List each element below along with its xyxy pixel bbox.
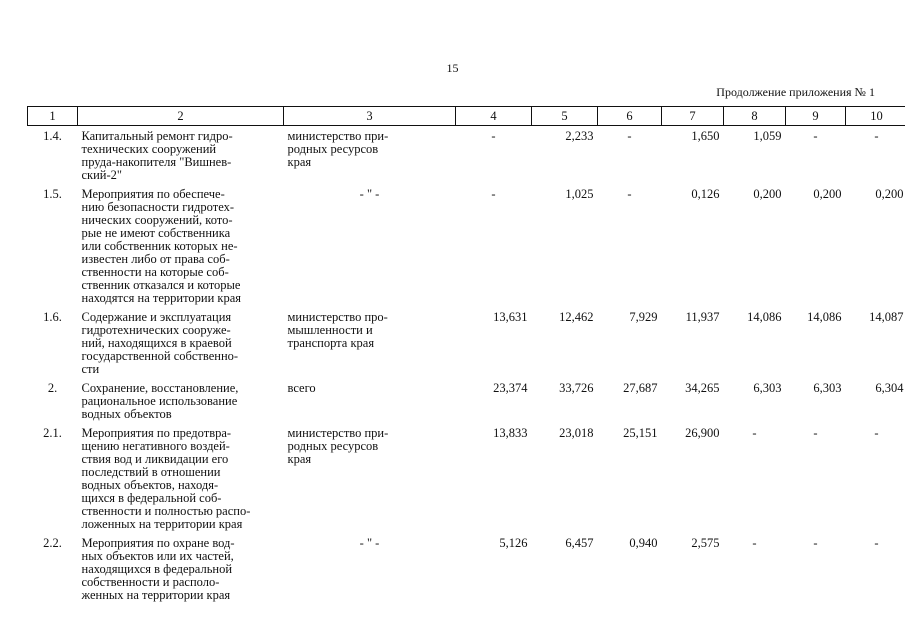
value-cell: 14,086 bbox=[807, 310, 842, 324]
value-cell: - bbox=[491, 129, 496, 143]
measure-name: Мероприятия по предотвра- щению негативного воздей- ствия вод и ликвидации его последствий в отношении водных объектов, находя- щихся в федеральной соб- ственности и полностью распо- ложенных на территории края bbox=[81, 426, 251, 531]
page-number: 15 bbox=[446, 61, 459, 75]
value-cell: 23,018 bbox=[559, 426, 594, 440]
column-header: 9 bbox=[786, 107, 846, 126]
header-row bbox=[28, 107, 905, 126]
executor: министерство при- родных ресурсов края bbox=[287, 129, 389, 169]
value-cell: 26,900 bbox=[685, 426, 720, 440]
value-cell: 0,200 bbox=[875, 187, 904, 201]
measure-name: Мероприятия по обеспече- нию безопасности гидротех- нических сооружений, кото- рые не имеют собственника или собственник которых не- известен либо от права соб- ственности на которые соб- ственник отказался и которые находятся на территории края bbox=[81, 187, 242, 305]
executor: всего bbox=[287, 381, 316, 395]
row-number: 2.1. bbox=[43, 426, 62, 440]
column-header: 3 bbox=[284, 107, 456, 126]
executor: министерство про- мышленности и транспорта края bbox=[287, 310, 388, 350]
value-cell: - bbox=[752, 426, 757, 440]
table-row bbox=[28, 184, 905, 307]
value-cell: - bbox=[813, 536, 818, 550]
value-cell: 6,303 bbox=[753, 381, 782, 395]
value-cell: 6,303 bbox=[813, 381, 842, 395]
value-cell: 0,940 bbox=[629, 536, 658, 550]
executor: - " - bbox=[359, 536, 380, 550]
value-cell: 6,304 bbox=[875, 381, 904, 395]
column-header: 2 bbox=[78, 107, 284, 126]
value-cell: 1,025 bbox=[565, 187, 594, 201]
value-cell: 1,650 bbox=[691, 129, 720, 143]
value-cell: 1,059 bbox=[753, 129, 782, 143]
value-cell: 7,929 bbox=[629, 310, 658, 324]
column-header: 6 bbox=[598, 107, 662, 126]
column-header: 5 bbox=[532, 107, 598, 126]
appendix-continuation-label: Продолжение приложения № 1 bbox=[716, 85, 875, 99]
value-cell: 27,687 bbox=[623, 381, 658, 395]
row-number: 1.6. bbox=[43, 310, 62, 324]
value-cell: 23,374 bbox=[493, 381, 528, 395]
executor: министерство при- родных ресурсов края bbox=[287, 426, 389, 466]
value-cell: 2,575 bbox=[691, 536, 720, 550]
table-row bbox=[28, 378, 905, 423]
value-cell: - bbox=[752, 536, 757, 550]
value-cell: 2,233 bbox=[565, 129, 594, 143]
table-body bbox=[28, 126, 905, 605]
row-number: 2.2. bbox=[43, 536, 62, 550]
measure-name: Капитальный ремонт гидро- технических сооружений пруда-накопителя "Вишнев- ский-2" bbox=[81, 129, 233, 182]
row-number: 1.4. bbox=[43, 129, 62, 143]
value-cell: 5,126 bbox=[499, 536, 528, 550]
value-cell: 14,086 bbox=[747, 310, 782, 324]
value-cell: 25,151 bbox=[623, 426, 658, 440]
value-cell: - bbox=[813, 426, 818, 440]
value-cell: - bbox=[627, 129, 632, 143]
row-number: 1.5. bbox=[43, 187, 62, 201]
measure-name: Содержание и эксплуатация гидротехнических сооруже- ний, находящихся в краевой государственной собственно- сти bbox=[81, 310, 239, 376]
value-cell: 0,200 bbox=[753, 187, 782, 201]
value-cell: 11,937 bbox=[685, 310, 720, 324]
row-number: 2. bbox=[47, 381, 58, 395]
program-measures-table bbox=[27, 106, 905, 604]
column-header: 10 bbox=[846, 107, 905, 126]
table-row bbox=[28, 423, 905, 533]
value-cell: 33,726 bbox=[559, 381, 594, 395]
value-cell: 0,200 bbox=[813, 187, 842, 201]
value-cell: 13,833 bbox=[493, 426, 528, 440]
value-cell: 13,631 bbox=[493, 310, 528, 324]
column-header: 1 bbox=[28, 107, 78, 126]
value-cell: 34,265 bbox=[685, 381, 720, 395]
column-header: 4 bbox=[456, 107, 532, 126]
value-cell: - bbox=[813, 129, 818, 143]
measure-name: Мероприятия по охране вод- ных объектов или их частей, находящихся в федеральной собственности и располо- женных на территории края bbox=[81, 536, 235, 602]
column-header: 7 bbox=[662, 107, 724, 126]
value-cell: - bbox=[491, 187, 496, 201]
table-row bbox=[28, 126, 905, 185]
executor: - " - bbox=[359, 187, 380, 201]
value-cell: 0,126 bbox=[691, 187, 720, 201]
measure-name: Сохранение, восстановление, рациональное использование водных объектов bbox=[81, 381, 239, 421]
value-cell: - bbox=[874, 426, 879, 440]
value-cell: - bbox=[874, 129, 879, 143]
table-row bbox=[28, 307, 905, 378]
table-row bbox=[28, 533, 905, 604]
value-cell: 12,462 bbox=[559, 310, 594, 324]
value-cell: 6,457 bbox=[565, 536, 594, 550]
value-cell: 14,087 bbox=[869, 310, 904, 324]
column-header: 8 bbox=[724, 107, 786, 126]
value-cell: - bbox=[874, 536, 879, 550]
value-cell: - bbox=[627, 187, 632, 201]
